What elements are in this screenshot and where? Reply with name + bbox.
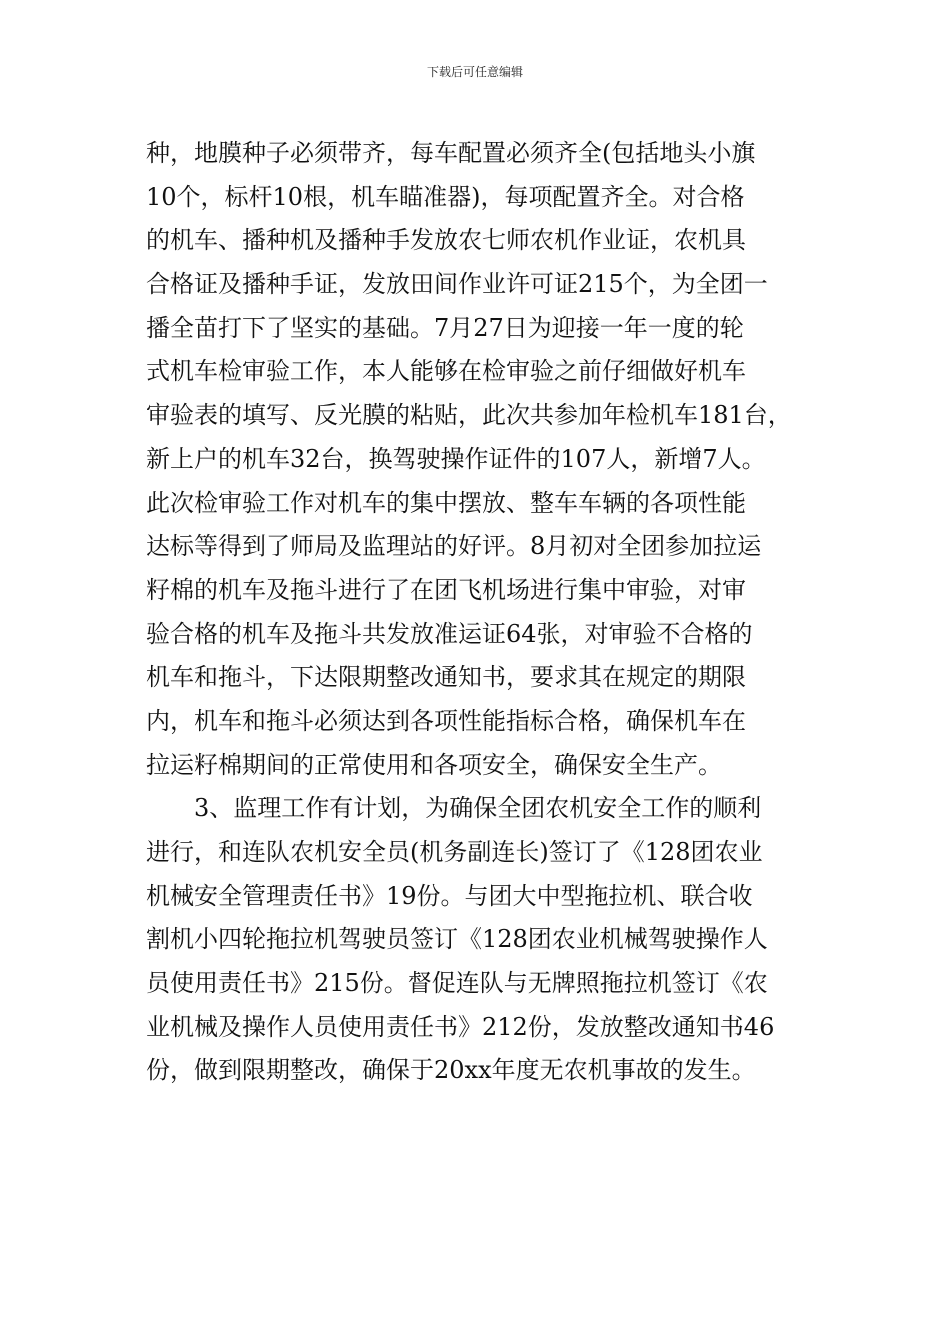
text-line: 内，机车和拖斗必须达到各项性能指标合格，确保机车在 (146, 706, 746, 735)
text-line: 达标等得到了师局及监理站的好评。8月初对全团参加拉运 (146, 532, 762, 561)
text-line: 10个，标杆10根，机车瞄准器)，每项配置齐全。对合格 (146, 182, 745, 211)
text-line: 种，地膜种子必须带齐，每车配置必须齐全(包括地头小旗 (146, 139, 756, 167)
text-line: 验合格的机车及拖斗共发放准运证64张，对审验不合格的 (146, 619, 753, 648)
text-line: 业机械及操作人员使用责任书》212份，发放整改通知书46 (146, 1012, 775, 1041)
text-line: 新上户的机车32台，换驾驶操作证件的107人，新增7人。 (146, 444, 766, 473)
text-line: 拉运籽棉期间的正常使用和各项安全，确保安全生产。 (146, 750, 722, 779)
text-line: 合格证及播种手证，发放田间作业许可证215个，为全团一 (146, 270, 768, 299)
text-line: 机械安全管理责任书》19份。与团大中型拖拉机、联合收 (146, 881, 753, 910)
text-line: 式机车检审验工作，本人能够在检审验之前仔细做好机车 (146, 357, 746, 386)
text-line: 的机车、播种机及播种手发放农七师农机作业证，农机具 (146, 226, 746, 255)
text-line: 籽棉的机车及拖斗进行了在团飞机场进行集中审验，对审 (146, 575, 746, 604)
paragraph-start-line: 3、监理工作有计划，为确保全团农机安全工作的顺利 (194, 794, 762, 823)
text-line: 割机小四轮拖拉机驾驶员签订《128团农业机械驾驶操作人 (146, 925, 768, 954)
text-line: 进行，和连队农机安全员(机务副连长)签订了《128团农业 (146, 838, 763, 866)
text-line: 播全苗打下了坚实的基础。7月27日为迎接一年一度的轮 (146, 313, 744, 342)
text-line: 此次检审验工作对机车的集中摆放、整车车辆的各项性能 (146, 488, 746, 517)
text-line: 审验表的填写、反光膜的粘贴，此次共参加年检机车181台， (146, 401, 792, 430)
body-text (146, 132, 810, 1093)
page-header: 下载后可任意编辑 (426, 65, 523, 79)
text-line: 份，做到限期整改，确保于20xx年度无农机事故的发生。 (146, 1056, 756, 1085)
text-line: 机车和拖斗，下达限期整改通知书，要求其在规定的期限 (146, 663, 746, 692)
text-line: 员使用责任书》215份。督促连队与无牌照拖拉机签订《农 (146, 969, 768, 998)
